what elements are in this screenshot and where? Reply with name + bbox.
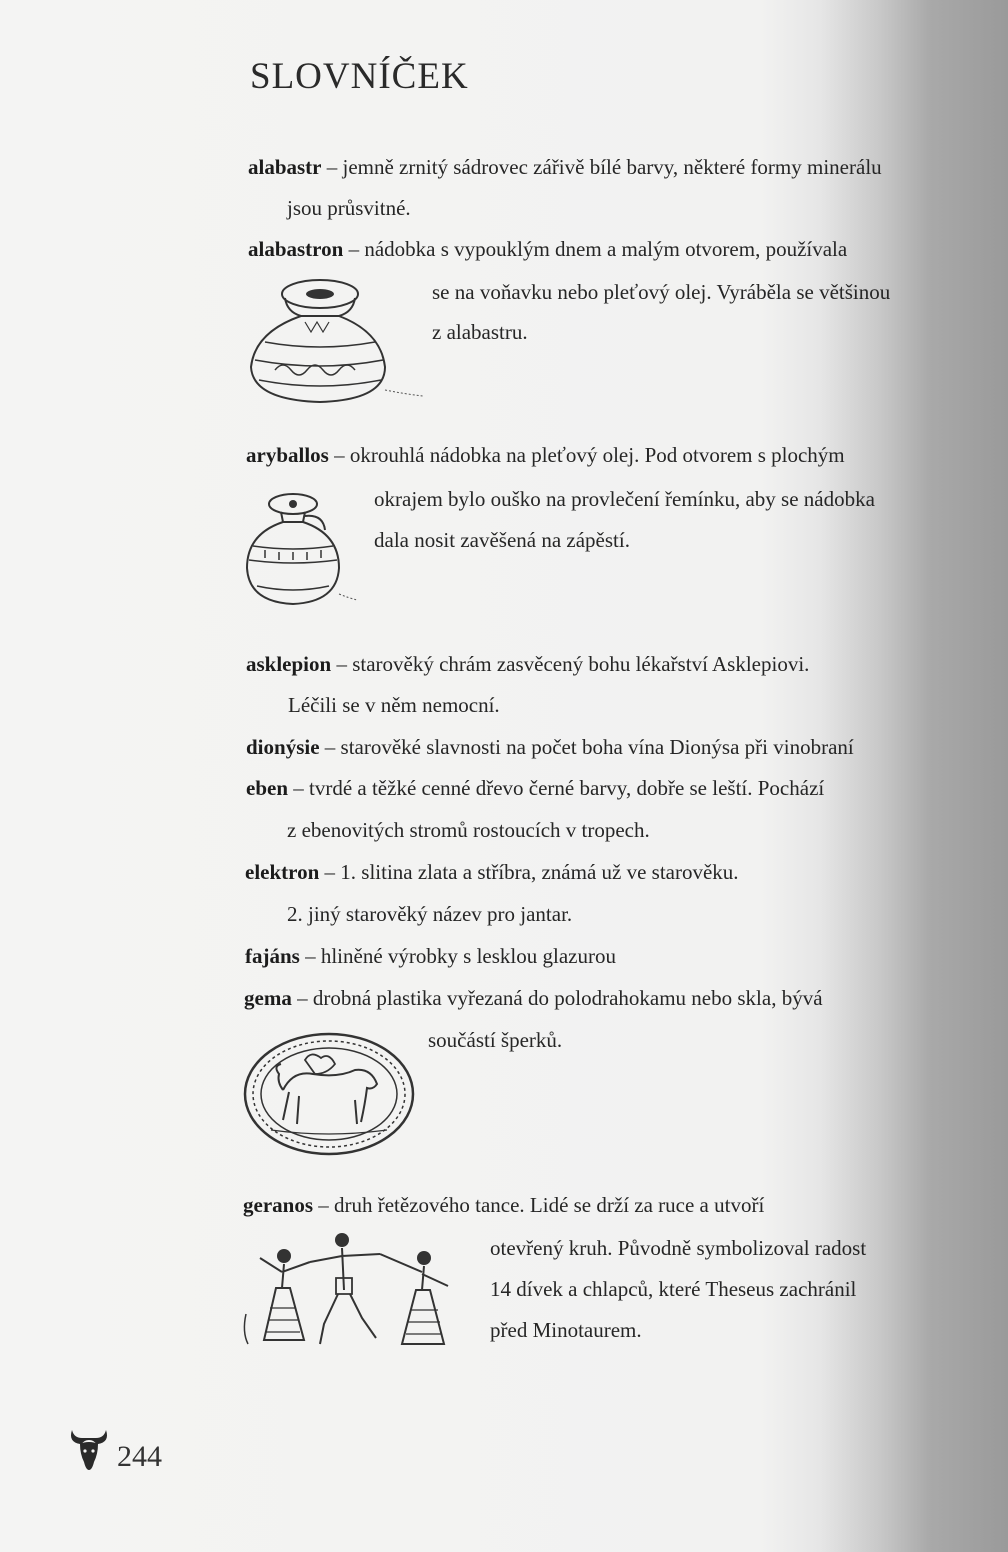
entry-aryballos-line-3: dala nosit zavěšená na zápěstí. [374, 528, 630, 552]
entry-definition: – drobná plastika vyřezaná do polodrahokamu nebo skla, bývá [291, 986, 823, 1010]
entry-alabastron-line-2: se na voňavku nebo pleťový olej. Vyráběla se většinou [432, 280, 891, 304]
entry-term: gema [244, 986, 292, 1010]
entry-term: aryballos [246, 443, 329, 467]
entry-eben-line-1 [246, 776, 824, 801]
entry-term: fajáns [245, 944, 300, 968]
entry-asklepion-line-1 [246, 652, 809, 677]
entry-elektron-line-2: 2. jiný starověký název pro jantar. [287, 902, 573, 926]
entry-gema-line-1 [244, 986, 823, 1011]
entry-geranos-line-3: 14 dívek a chlapců, které Theseus zachránil [490, 1277, 857, 1301]
entry-geranos-line-2: otevřený kruh. Původně symbolizoval radost [490, 1236, 867, 1260]
entry-elektron-line-1 [245, 860, 739, 885]
entry-eben-line-2: z ebenovitých stromů rostoucích v tropech. [287, 818, 650, 842]
gema-gem-illustration [243, 1030, 418, 1160]
entry-definition: – tvrdé a těžké cenné dřevo černé barvy, dobře se leští. Pochází [288, 776, 825, 800]
entry-term: dionýsie [246, 735, 320, 759]
entry-term: alabastr [248, 155, 322, 179]
entry-term: alabastron [248, 237, 344, 261]
entry-aryballos-line-1 [246, 443, 845, 468]
aryballos-vase-illustration [243, 490, 358, 610]
entry-definition: – starověké slavnosti na počet boha vína Dionýsa při vinobraní [319, 735, 854, 759]
entry-fajans-line-1 [245, 944, 616, 969]
entry-definition: – 1. slitina zlata a stříbra, známá už ve starověku. [319, 860, 739, 884]
entry-geranos-line-1 [243, 1193, 764, 1218]
page-title: SLOVNÍČEK [250, 56, 469, 97]
entry-geranos-line-4: před Minotaurem. [490, 1318, 642, 1342]
geranos-dancers-illustration [240, 1228, 455, 1363]
entry-definition: – jemně zrnitý sádrovec zářivě bílé barvy, některé formy minerálu [321, 155, 882, 179]
entry-definition: – nádobka s vypouklým dnem a malým otvorem, používala [343, 237, 848, 261]
entry-alabastron-line-3: z alabastru. [432, 320, 528, 344]
entry-term: asklepion [246, 652, 332, 676]
entry-asklepion-line-2: Léčili se v něm nemocní. [288, 693, 500, 717]
entry-aryballos-line-2: okrajem bylo ouško na provlečení řemínku, aby se nádobka [374, 487, 875, 511]
entry-dionysie-line-1 [246, 735, 854, 760]
bull-head-icon [68, 1424, 110, 1474]
entry-alabastr-line-1 [248, 155, 882, 180]
entry-term: geranos [243, 1193, 313, 1217]
entry-alabastron-line-1 [248, 237, 847, 262]
entry-term: eben [246, 776, 288, 800]
entry-definition: – hliněné výrobky s lesklou glazurou [299, 944, 616, 968]
entry-term: elektron [245, 860, 320, 884]
entry-definition: – okrouhlá nádobka na pleťový olej. Pod otvorem s plochým [328, 443, 845, 467]
page-number: 244 [117, 1440, 162, 1473]
alabastron-vase-illustration [245, 272, 425, 412]
entry-alabastr-line-2: jsou průsvitné. [287, 196, 411, 220]
entry-definition: – starověký chrám zasvěcený bohu lékařství Asklepiovi. [331, 652, 810, 676]
entry-definition: – druh řetězového tance. Lidé se drží za ruce a utvoří [313, 1193, 765, 1217]
entry-gema-line-2: součástí šperků. [428, 1028, 563, 1052]
